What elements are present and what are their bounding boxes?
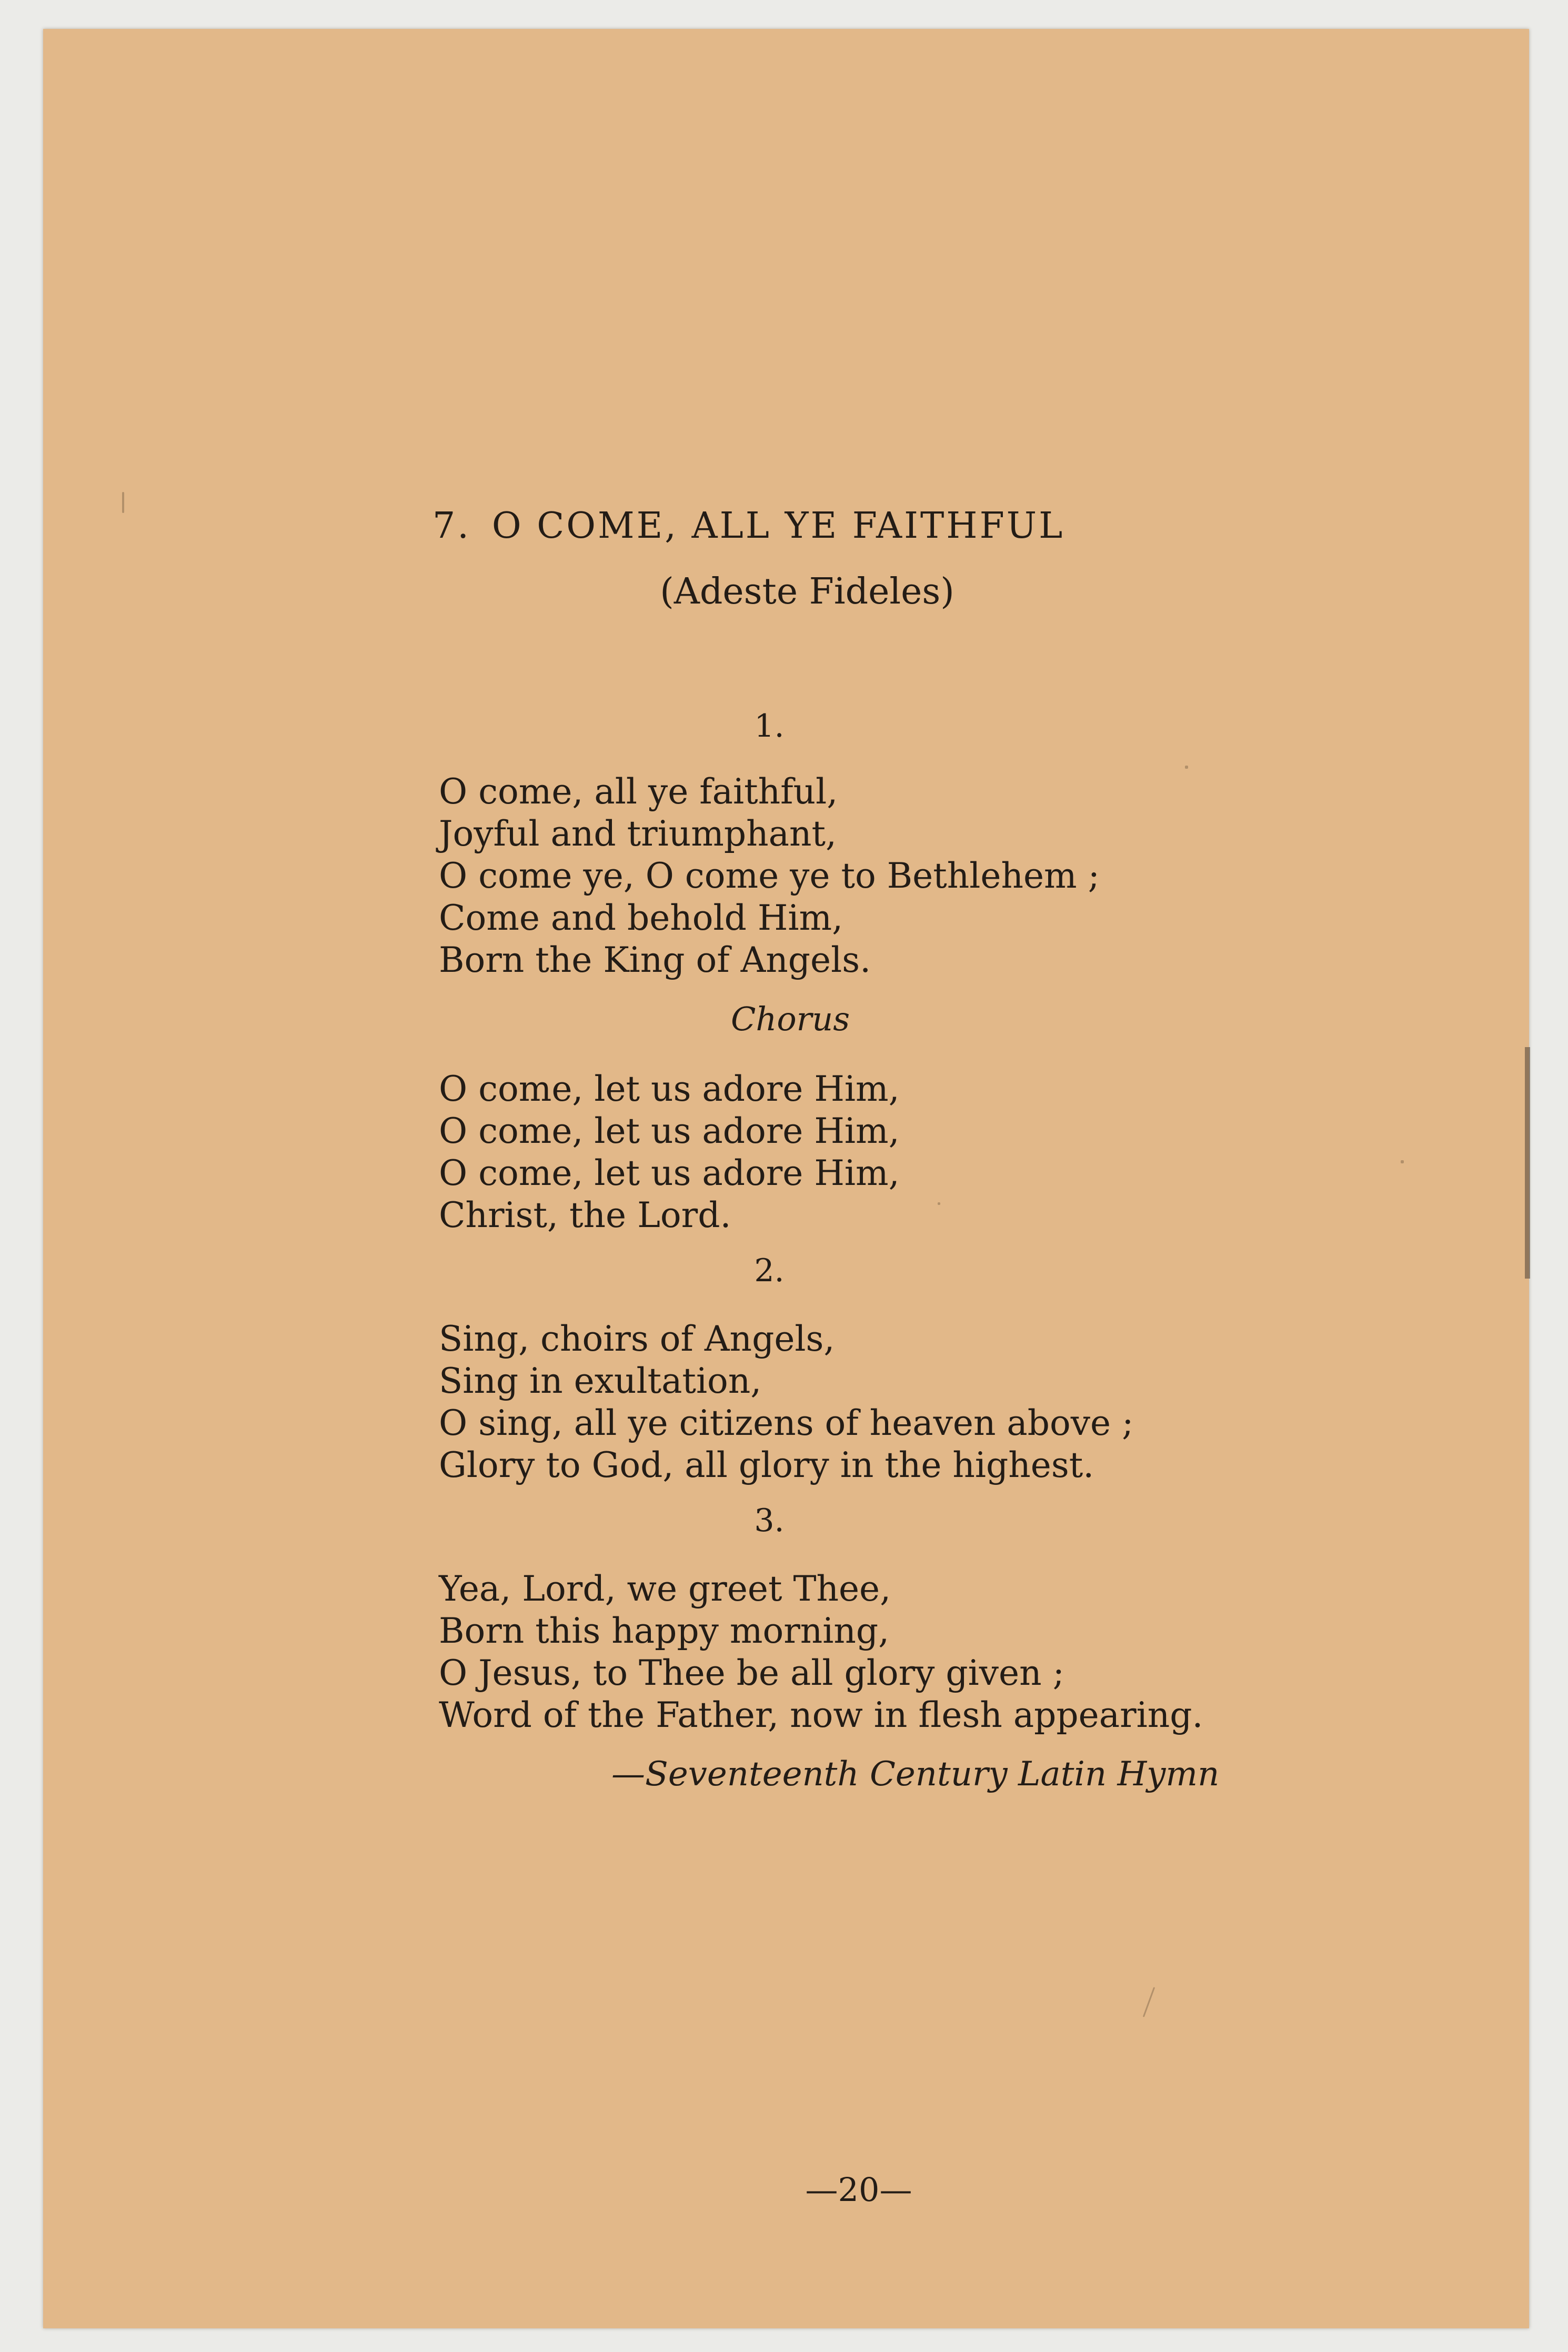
verse-line: Glory to God, all glory in the highest. bbox=[439, 1445, 1094, 1485]
verse-3 bbox=[439, 1568, 1203, 1736]
chorus-line: O come, let us adore Him, bbox=[439, 1153, 900, 1193]
page-number: —20— bbox=[805, 2170, 912, 2209]
verse-line: O Jesus, to Thee be all glory given ; bbox=[439, 1653, 1064, 1693]
paper-speck bbox=[1143, 1987, 1155, 2017]
hymn-number: 7. bbox=[433, 505, 471, 547]
paper-speck bbox=[1185, 766, 1188, 769]
paper-speck bbox=[1401, 1160, 1404, 1163]
hymn-subtitle bbox=[43, 571, 1529, 612]
chorus-line: Christ, the Lord. bbox=[439, 1195, 731, 1235]
verse-line: Sing in exultation, bbox=[439, 1361, 762, 1401]
verse-line: Come and behold Him, bbox=[439, 898, 843, 938]
hymn-title-text: O COME, ALL YE FAITHFUL bbox=[491, 505, 1065, 547]
verse-number: 3. bbox=[754, 1502, 785, 1539]
verse-line: Joyful and triumphant, bbox=[439, 813, 837, 854]
chorus-line: O come, let us adore Him, bbox=[439, 1069, 900, 1109]
verse-line: Born this happy morning, bbox=[439, 1611, 890, 1651]
verse-2 bbox=[439, 1318, 1133, 1486]
hymn-title bbox=[433, 505, 1064, 547]
verse-line: O come, all ye faithful, bbox=[439, 771, 838, 812]
hymn-subtitle-text: (Adeste Fideles) bbox=[660, 571, 954, 612]
verse-line: O sing, all ye citizens of heaven above ; bbox=[439, 1403, 1134, 1443]
verse-line: O come ye, O come ye to Bethlehem ; bbox=[439, 856, 1100, 896]
chorus-label: Chorus bbox=[730, 1000, 850, 1038]
chorus bbox=[439, 1068, 900, 1237]
hymnal-page bbox=[43, 29, 1529, 2328]
chorus-line: O come, let us adore Him, bbox=[439, 1111, 900, 1151]
verse-line: Yea, Lord, we greet Thee, bbox=[439, 1569, 891, 1609]
page-edge-shadow bbox=[1525, 1047, 1530, 1279]
verse-number: 1. bbox=[754, 708, 785, 745]
verse-line: Born the King of Angels. bbox=[439, 940, 871, 980]
verse-line: Sing, choirs of Angels, bbox=[439, 1319, 835, 1359]
verse-number: 2. bbox=[754, 1252, 785, 1289]
paper-speck bbox=[122, 492, 124, 513]
paper-speck bbox=[938, 1202, 940, 1205]
verse-1 bbox=[439, 771, 1100, 981]
hymn-attribution: —Seventeenth Century Latin Hymn bbox=[611, 1755, 1220, 1794]
verse-line: Word of the Father, now in flesh appearing. bbox=[439, 1695, 1203, 1735]
